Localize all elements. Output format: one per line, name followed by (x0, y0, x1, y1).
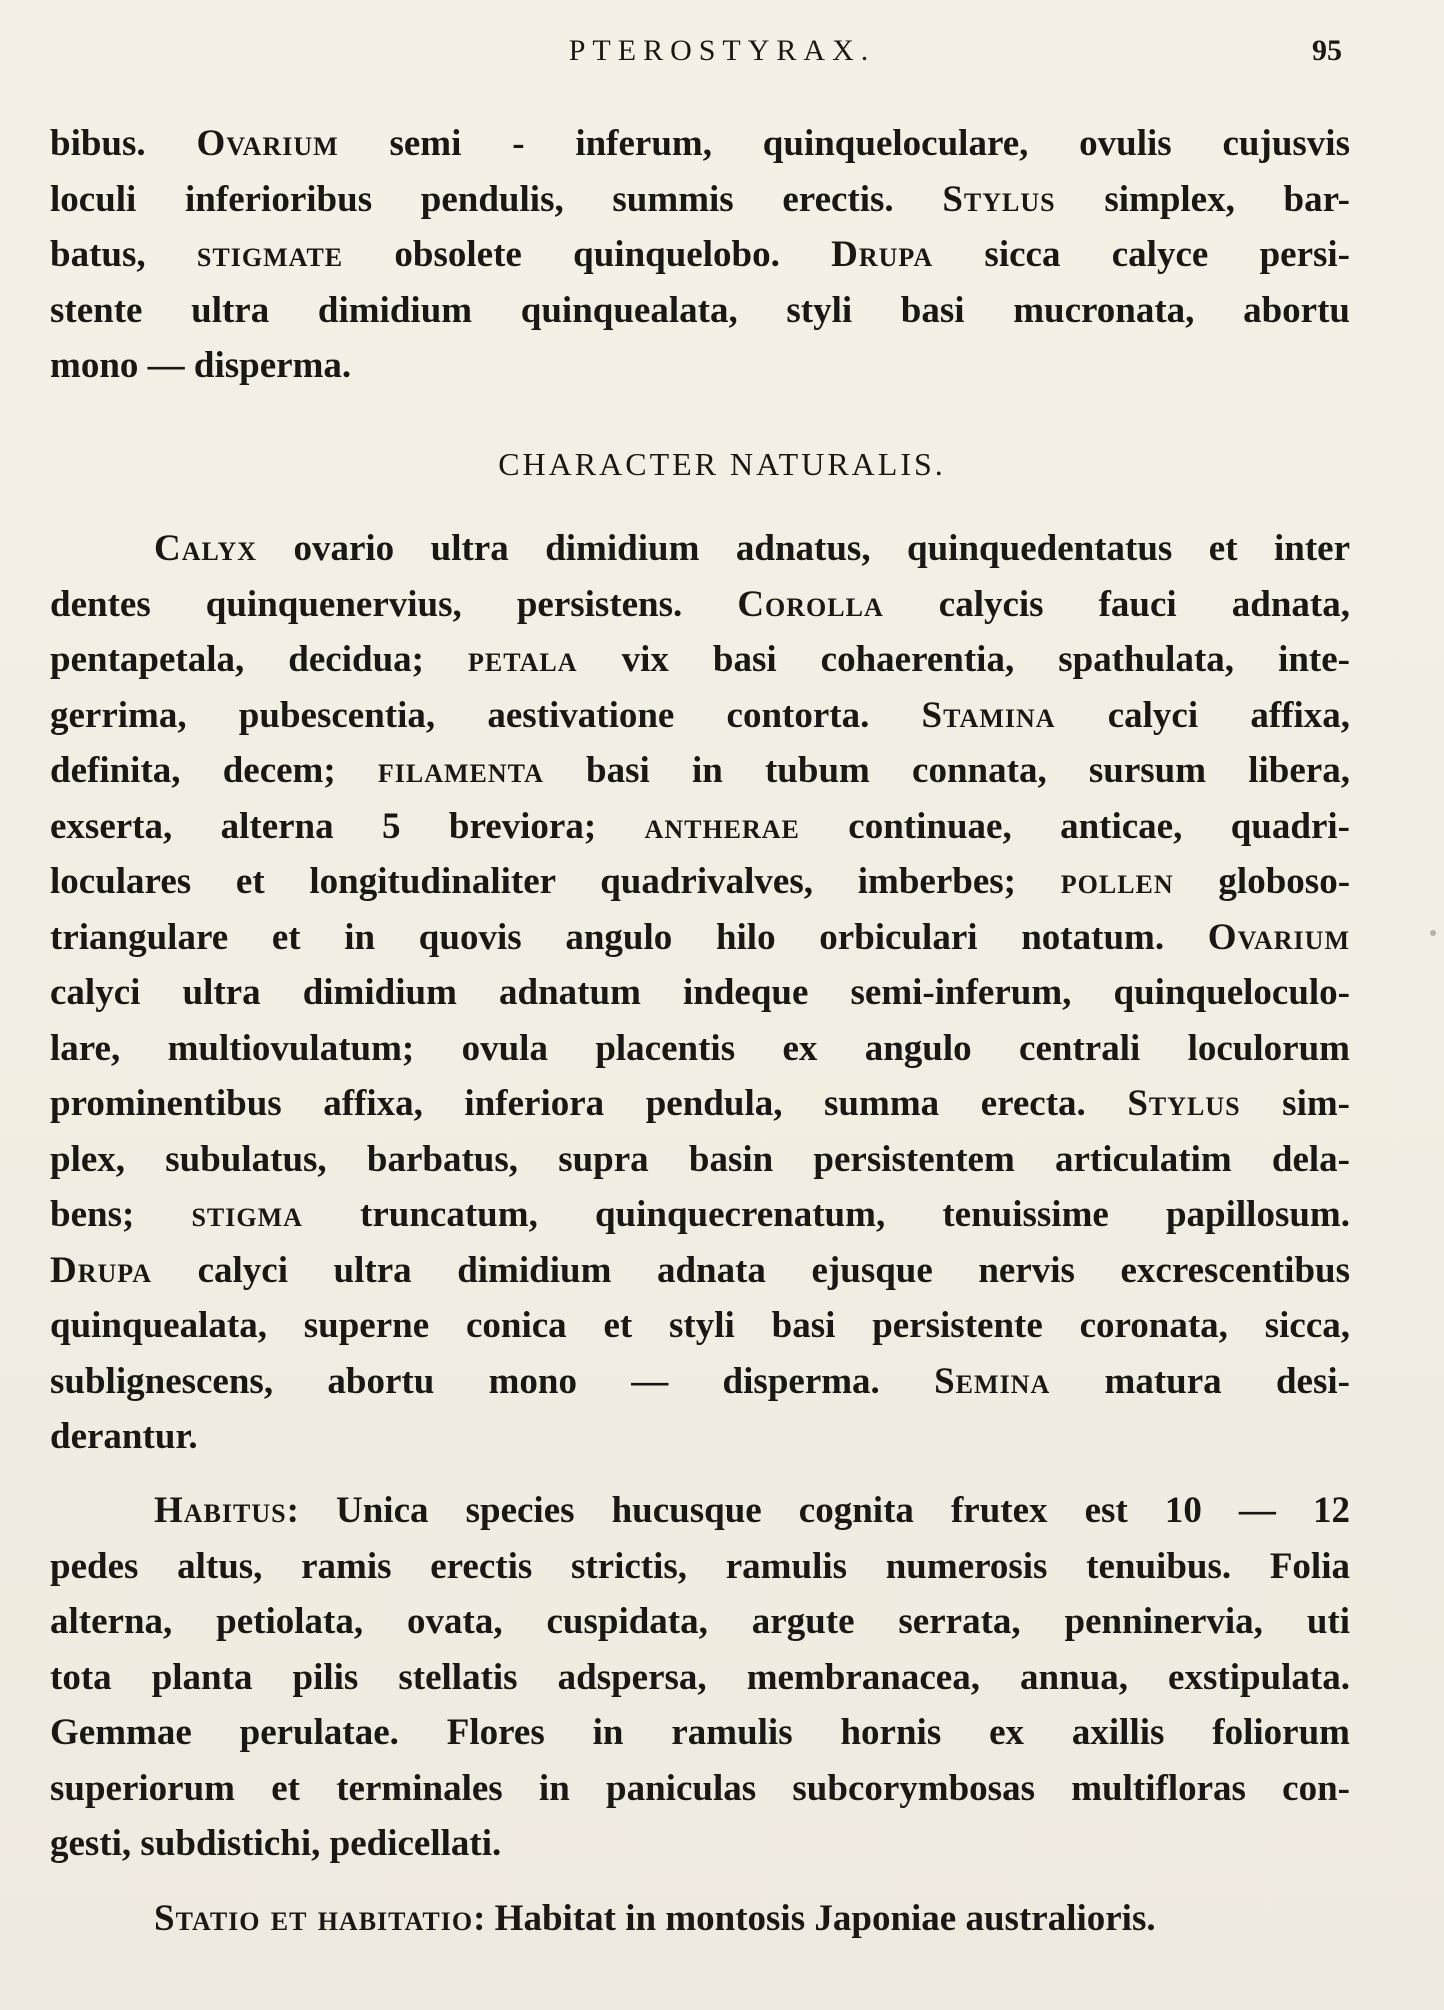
term-stylus: Stylus (942, 178, 1056, 220)
text-line: pentapetala, decidua; petala vix basi cohaerentia, spathulata, inte- (50, 639, 1350, 680)
paper-speck (1430, 930, 1436, 936)
text-line: lare, multiovulatum; ovula placentis ex angulo centrali loculorum (50, 1027, 1350, 1069)
running-title: PTEROSTYRAX. (568, 34, 876, 67)
term-stylus: Stylus (1127, 1083, 1241, 1124)
term-semina: Semina (934, 1360, 1051, 1402)
paragraph-habitus (50, 1483, 1350, 1872)
text-line: bens; stigma truncatum, quinquecrenatum, tenuissime papillosum. (50, 1194, 1350, 1235)
text-line: loculares et longitudinaliter quadrivalves, imberbes; pollen globoso- (50, 861, 1351, 902)
term-stamina: Stamina (921, 694, 1056, 736)
term-pollen: pollen (1060, 861, 1174, 902)
term-habitus: Habitus (154, 1490, 287, 1531)
text-line: bibus. Ovarium semi - inferum, quinqueloculare, ovulis cujusvis (50, 123, 1350, 164)
text-line: superiorum et terminales in paniculas subcorymbosas multifloras con- (50, 1767, 1350, 1809)
term-calyx: Calyx (154, 528, 258, 569)
text-line: plex, subulatus, barbatus, supra basin persistentem articulatim dela- (50, 1138, 1350, 1180)
term-antherae: antherae (644, 805, 800, 847)
text-line: exserta, alterna 5 breviora; antherae continuae, anticae, quadri- (50, 805, 1350, 847)
text-line: Statio et habitatio: Habitat in montosis Japoniae australioris. (154, 1898, 1156, 1939)
text-line: Habitus: Unica species hucusque cognita frutex est 10 — 12 (154, 1490, 1350, 1531)
paragraph-continued (50, 116, 1350, 394)
term-filamenta: filamenta (377, 750, 544, 791)
text-line: Gemmae perulatae. Flores in ramulis hornis ex axillis foliorum (50, 1712, 1350, 1753)
term-stigmate: stigmate (196, 234, 344, 275)
term-ovarium: Ovarium (1207, 916, 1350, 958)
text-line: Drupa calyci ultra dimidium adnata ejusque nervis excrescentibus (50, 1249, 1350, 1291)
text-line: pedes altus, ramis erectis strictis, ramulis numerosis tenuibus. Folia (50, 1545, 1350, 1587)
text-line: Calyx ovario ultra dimidium adnatus, quinquedentatus et inter (154, 528, 1350, 569)
section-heading: CHARACTER NATURALIS. (498, 446, 946, 482)
term-drupa: Drupa (50, 1249, 153, 1291)
text-line: dentes quinquenervius, persistens. Corolla calycis fauci adnata, (50, 583, 1350, 625)
term-drupa: Drupa (831, 234, 934, 275)
text-line: gerrima, pubescentia, aestivatione contorta. Stamina calyci affixa, (50, 694, 1350, 736)
text-line: derantur. (50, 1416, 198, 1457)
term-ovarium: Ovarium (196, 123, 339, 164)
term-stigma: stigma (191, 1194, 303, 1235)
term-petala: petala (468, 639, 578, 680)
text-line: prominentibus affixa, inferiora pendula, summa erecta. Stylus sim- (50, 1083, 1350, 1124)
running-head (0, 34, 1444, 74)
text-line: tota planta pilis stellatis adspersa, membranacea, annua, exstipulata. (50, 1656, 1350, 1698)
text-line: loculi inferioribus pendulis, summis erectis. Stylus simplex, bar- (50, 178, 1350, 220)
text-line: definita, decem; filamenta basi in tubum connata, sursum libera, (50, 750, 1350, 791)
text-line: batus, stigmate obsolete quinquelobo. Drupa sicca calyce persi- (50, 234, 1350, 275)
text-line: quinquealata, superne conica et styli basi persistente coronata, sicca, (50, 1305, 1350, 1346)
paragraph-statio (50, 1891, 1350, 1947)
term-corolla: Corolla (737, 583, 884, 625)
page-number: 95 (1312, 34, 1342, 67)
term-statio-et-habitatio: Statio et habitatio (154, 1898, 474, 1939)
text-line: mono — disperma. (50, 345, 352, 386)
text-line: calyci ultra dimidium adnatum indeque semi-inferum, quinqueloculo- (50, 972, 1350, 1013)
text-line: triangulare et in quovis angulo hilo orbiculari notatum. Ovarium (50, 916, 1350, 958)
text-line: gesti, subdistichi, pedicellati. (50, 1823, 502, 1864)
paragraph-character (50, 521, 1350, 1465)
text-line: alterna, petiolata, ovata, cuspidata, argute serrata, penninervia, uti (50, 1601, 1350, 1642)
text-line: sublignescens, abortu mono — disperma. Semina matura desi- (50, 1360, 1350, 1402)
text-line: stente ultra dimidium quinquealata, styli basi mucronata, abortu (50, 289, 1350, 331)
